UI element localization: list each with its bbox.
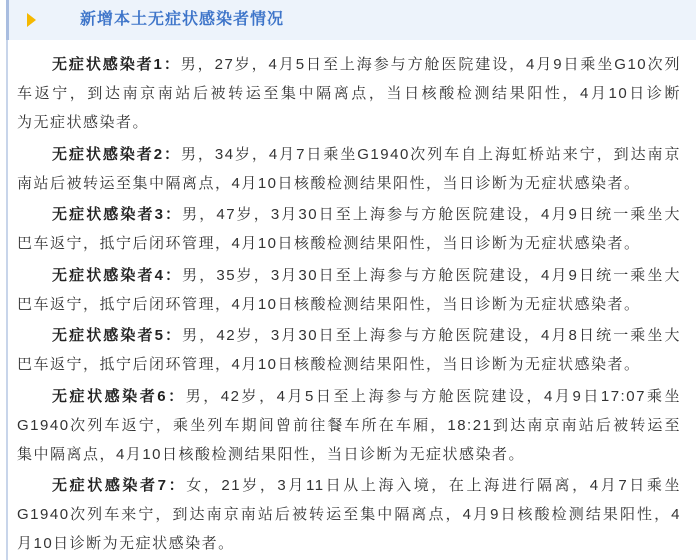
case-entry-1 [17, 50, 681, 137]
case-entry-6 [17, 382, 681, 469]
case-list [17, 50, 681, 558]
case-line: G1940次列车返宁，乘坐列车期间曾前往餐车所在车厢，18:21到达南京南站后被转运至 [17, 416, 681, 434]
case-line [17, 200, 681, 229]
case-text: 男，42岁，3月30日至上海参与方舱医院建设，4月8日统一乘坐大 [182, 327, 681, 344]
case-line: 南站后被转运至集中隔离点，4月10日核酸检测结果阳性，当日诊断为无症状感染者。 [17, 174, 641, 192]
case-line: 车返宁，到达南京南站后被转运至集中隔离点，当日核酸检测结果阳性，4月10日诊断 [17, 85, 681, 102]
case-text: 男，27岁，4月5日至上海参与方舱医院建设，4月9日乘坐G10次列 [180, 56, 681, 73]
case-label: 无症状感染者3： [52, 206, 183, 223]
case-text: 男，42岁，4月5日至上海参与方舱医院建设，4月9日17:07乘坐 [185, 387, 681, 405]
case-line [17, 50, 681, 79]
case-line [17, 382, 681, 411]
case-line [17, 321, 681, 350]
case-text: 女，21岁，3月11日从上海入境，在上海进行隔离，4月7日乘坐 [186, 477, 681, 494]
case-text: 男，34岁，4月7日乘坐G1940次列车自上海虹桥站来宁，到达南京 [180, 145, 681, 163]
case-entry-4 [17, 261, 681, 319]
section-title: 新增本土无症状感染者情况 [80, 11, 285, 28]
case-line [17, 471, 681, 500]
triangle-icon [27, 13, 36, 27]
case-line: 巴车返宁，抵宁后闭环管理，4月10日核酸检测结果阳性，当日诊断为无症状感染者。 [17, 235, 641, 252]
case-line: 为无症状感染者。 [17, 114, 150, 131]
case-line [17, 261, 681, 290]
case-text: 男，35岁，3月30日至上海参与方舱医院建设，4月9日统一乘坐大 [182, 266, 681, 284]
case-label: 无症状感染者6： [52, 387, 186, 405]
case-entry-7 [17, 471, 681, 558]
section-header [8, 0, 696, 40]
case-entry-2 [17, 140, 681, 198]
case-line [17, 140, 681, 169]
case-label: 无症状感染者4： [52, 266, 183, 284]
case-entry-3 [17, 200, 681, 258]
case-label: 无症状感染者1： [52, 56, 181, 73]
case-label: 无症状感染者7： [52, 477, 187, 494]
header-accent-bar [6, 0, 9, 40]
case-line: 集中隔离点，4月10日核酸检测结果阳性，当日诊断为无症状感染者。 [17, 445, 526, 463]
case-label: 无症状感染者5： [52, 327, 183, 344]
case-line: 月10日诊断为无症状感染者。 [17, 535, 235, 552]
case-line: G1940次列车来宁，到达南京南站后被转运至集中隔离点，4月9日核酸检测结果阳性，4 [17, 506, 681, 523]
case-label: 无症状感染者2： [52, 145, 181, 163]
case-line: 巴车返宁，抵宁后闭环管理，4月10日核酸检测结果阳性，当日诊断为无症状感染者。 [17, 356, 641, 373]
left-rule [6, 0, 8, 560]
case-entry-5 [17, 321, 681, 379]
case-line: 巴车返宁，抵宁后闭环管理，4月10日核酸检测结果阳性，当日诊断为无症状感染者。 [17, 295, 641, 313]
case-text: 男，47岁，3月30日至上海参与方舱医院建设，4月9日统一乘坐大 [182, 206, 681, 223]
